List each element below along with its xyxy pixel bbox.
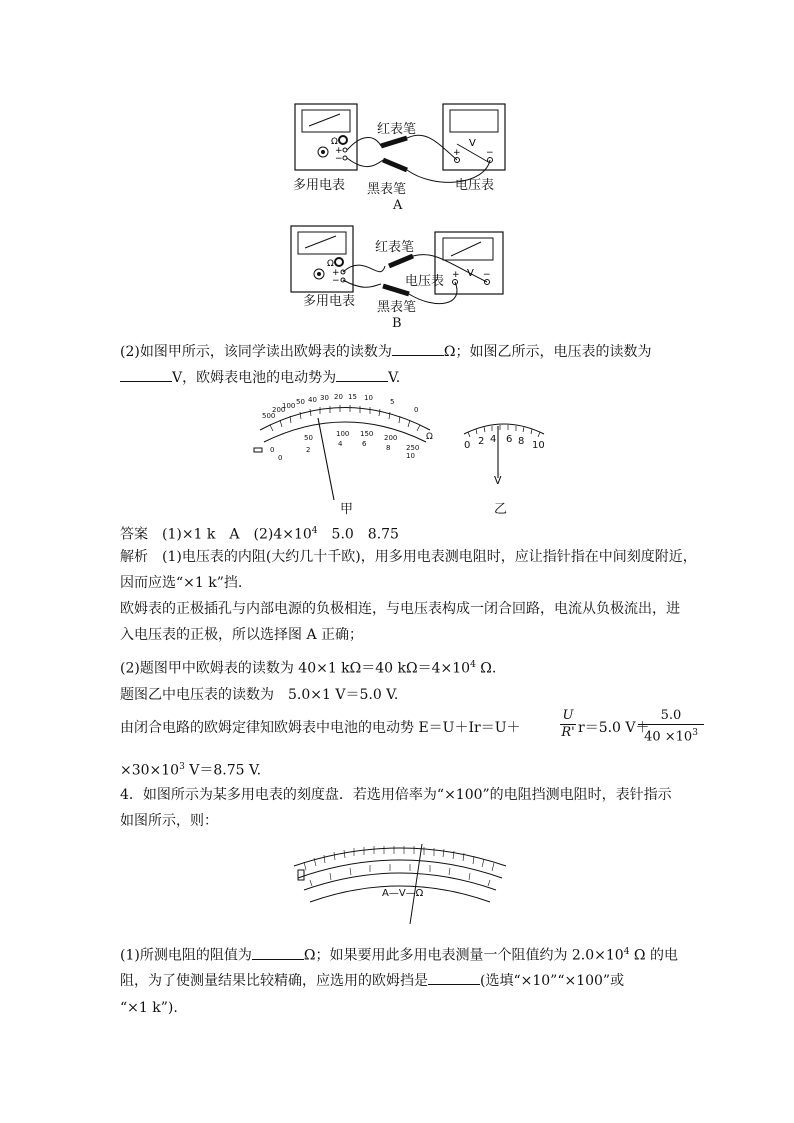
- mid-tick-150: 150: [360, 430, 374, 438]
- svg-text:−: −: [486, 148, 494, 158]
- svg-text:+: +: [453, 148, 461, 158]
- svg-text:Ω: Ω: [327, 259, 334, 269]
- analysis-p2: 欧姆表的正极插孔与内部电源的负极相连，与电压表构成一闭合回路，电流从负极流出，进: [120, 601, 680, 617]
- caption-b: B: [392, 316, 402, 331]
- dial-yi: [460, 420, 550, 520]
- figure-a: [285, 100, 515, 220]
- frac1-num: U: [560, 708, 576, 725]
- q2-line1: [120, 341, 651, 362]
- ohm-tick-30: 30: [320, 394, 329, 402]
- analysis-p1: [120, 547, 697, 567]
- q2-line2: [120, 367, 400, 388]
- answer-blank-range: [428, 970, 480, 985]
- analysis-p6-a: ×30×10: [120, 762, 180, 779]
- answer-blank-resistance: [252, 945, 304, 960]
- q4-sub1-a: (1)所测电阻的阻值为: [120, 947, 252, 964]
- q2-text-1a: (2)如图甲所示，该同学读出欧姆表的读数为: [120, 344, 392, 360]
- caption-yi: 乙: [494, 502, 508, 517]
- volt-tick-2: 2: [478, 436, 485, 447]
- ohm-tick-20: 20: [334, 393, 343, 401]
- ohm-tick-15: 15: [348, 393, 357, 401]
- volt-unit: V: [494, 474, 502, 487]
- low-tick-6: 6: [362, 440, 367, 448]
- svg-text:+: +: [335, 146, 343, 156]
- q2-text-1b: Ω；如图乙所示，电压表的读数为: [443, 344, 652, 360]
- svg-text:−: −: [335, 154, 343, 164]
- analysis-p5-b: r＝5.0 V＋: [578, 720, 650, 736]
- frac2-den-wrap: [638, 725, 704, 745]
- frac2-exp: 3: [692, 728, 698, 738]
- q4-sub1-b: Ω；如果要用此多用电表测量一个阻值约为 2.0×10: [303, 947, 624, 964]
- volt-tick-0: 0: [464, 440, 471, 451]
- low-tick-10: 10: [406, 452, 415, 460]
- analysis-p1-text: (1)电压表的内阻(大约几十千欧)，用多用电表测电阻时，应让指针指在中间刻度附近，: [162, 549, 697, 565]
- ohm-tick-100: 100: [282, 402, 296, 410]
- analysis-p5: [120, 718, 521, 738]
- voltmeter-label-a: 电压表: [455, 178, 495, 193]
- mid-tick-250: 250: [406, 444, 420, 452]
- q4-sub1-exp: 4: [623, 947, 630, 957]
- q4-line1: 4．如图所示为某多用电表的刻度盘．若选用倍率为“×100”的电阻挡测电阻时，表针指示: [120, 787, 672, 803]
- analysis-p3: [120, 655, 496, 679]
- ohm-tick-0: 0: [414, 406, 419, 414]
- svg-text:Ω: Ω: [331, 137, 338, 147]
- ohm-tick-200: 200: [272, 406, 286, 414]
- answer-tail: 5.0 8.75: [317, 526, 399, 543]
- analysis-p6-b: V＝8.75 V.: [184, 762, 262, 779]
- svg-text:+: +: [332, 268, 340, 278]
- mid-tick-50: 50: [304, 434, 313, 442]
- low-tick-8: 8: [386, 444, 391, 452]
- svg-text:−: −: [332, 276, 340, 286]
- caption-jia: 甲: [340, 502, 354, 517]
- voltmeter-label-b: 电压表: [405, 274, 445, 289]
- answer-line: [120, 521, 399, 545]
- fraction-u-over-r: [560, 708, 576, 741]
- svg-text:−: −: [483, 270, 491, 280]
- frac1-den: R': [561, 725, 575, 740]
- svg-text:V: V: [469, 138, 476, 149]
- volt-tick-6: 6: [506, 434, 513, 445]
- analysis-p6: [120, 757, 261, 781]
- analysis-p4: 题图乙中电压表的读数为 5.0×1 V＝5.0 V.: [120, 687, 399, 703]
- answer-label: 答案: [120, 526, 148, 543]
- mid-tick-200: 200: [384, 434, 398, 442]
- q4-sub2-a: 阻，为了使测量结果比较精确，应选用的欧姆挡是: [120, 973, 428, 989]
- mid-tick-0: 0: [270, 446, 275, 454]
- q4-line2: 如图所示，则：: [120, 813, 218, 829]
- voltmeter-dial: [460, 420, 550, 490]
- frac2-num: 5.0: [638, 708, 704, 725]
- analysis-p3-exp: 4: [470, 660, 476, 670]
- figure-b: [285, 222, 515, 334]
- analysis-p5-a: 由闭合电路的欧姆定律知欧姆表中电池的电动势 E＝U＋Ir＝U＋: [120, 720, 521, 736]
- ohm-tick-10: 10: [364, 394, 373, 402]
- q4-sub1-c: Ω 的电: [629, 947, 678, 964]
- q4-sub1: [120, 942, 678, 966]
- answer-blank-ohm: [392, 341, 444, 356]
- low-tick-2: 2: [306, 446, 311, 454]
- fraction-emf: [638, 708, 704, 745]
- black-lead-label-b: 黑表笔: [377, 300, 417, 315]
- caption-a: A: [393, 198, 403, 213]
- multimeter-scale-dial: [290, 836, 510, 928]
- svg-text:+: +: [452, 270, 460, 280]
- ohm-symbol: Ω: [426, 432, 433, 442]
- volt-tick-4: 4: [490, 434, 497, 445]
- q4-sub3: “×1 k”).: [120, 1000, 178, 1016]
- dial-jia: [250, 390, 440, 520]
- ohm-tick-40: 40: [308, 396, 317, 404]
- multimeter-label-b: 多用电表: [303, 294, 356, 309]
- q2-text-2a: V，欧姆表电池的电动势为: [172, 370, 337, 386]
- analysis-p3-b: Ω.: [475, 660, 497, 677]
- ohm-tick-50: 50: [296, 398, 305, 406]
- low-tick-0: 0: [278, 454, 283, 462]
- answer-text: (1)×1 k A (2)4×10: [162, 526, 312, 543]
- analysis-p6-exp: 3: [179, 762, 185, 772]
- ohm-tick-5: 5: [390, 398, 395, 406]
- mid-tick-100: 100: [336, 430, 350, 438]
- answer-exp: 4: [311, 526, 318, 536]
- low-tick-4: 4: [338, 440, 343, 448]
- analysis-p1b: 因而应选“×1 k”挡.: [120, 575, 243, 591]
- q4-dial: [290, 836, 510, 928]
- ohm-tick-500: 500: [262, 412, 276, 420]
- volt-tick-8: 8: [518, 436, 525, 447]
- analysis-p2b: 入电压表的正极，所以选择图 A 正确；: [120, 627, 364, 643]
- frac2-den: 40 ×10: [644, 729, 693, 745]
- analysis-p3-a: (2)题图甲中欧姆表的读数为 40×1 kΩ＝40 kΩ＝4×10: [120, 660, 471, 677]
- black-lead-label-a: 黑表笔: [367, 182, 407, 197]
- red-lead-label-a: 红表笔: [377, 122, 417, 137]
- q2-text-2b: V.: [388, 370, 401, 386]
- q4-sub2: [120, 970, 624, 991]
- answer-blank-volt: [120, 367, 172, 382]
- volt-tick-10: 10: [532, 440, 545, 451]
- dial-avo-label: A—V—Ω: [382, 888, 424, 899]
- analysis-label: 解析: [120, 549, 148, 565]
- answer-blank-emf: [336, 367, 388, 382]
- multimeter-label-a: 多用电表: [293, 178, 346, 193]
- red-lead-label-b: 红表笔: [375, 240, 415, 255]
- svg-text:V: V: [467, 268, 474, 279]
- q4-sub2-b: (选填“×10”“×100”或: [480, 973, 625, 989]
